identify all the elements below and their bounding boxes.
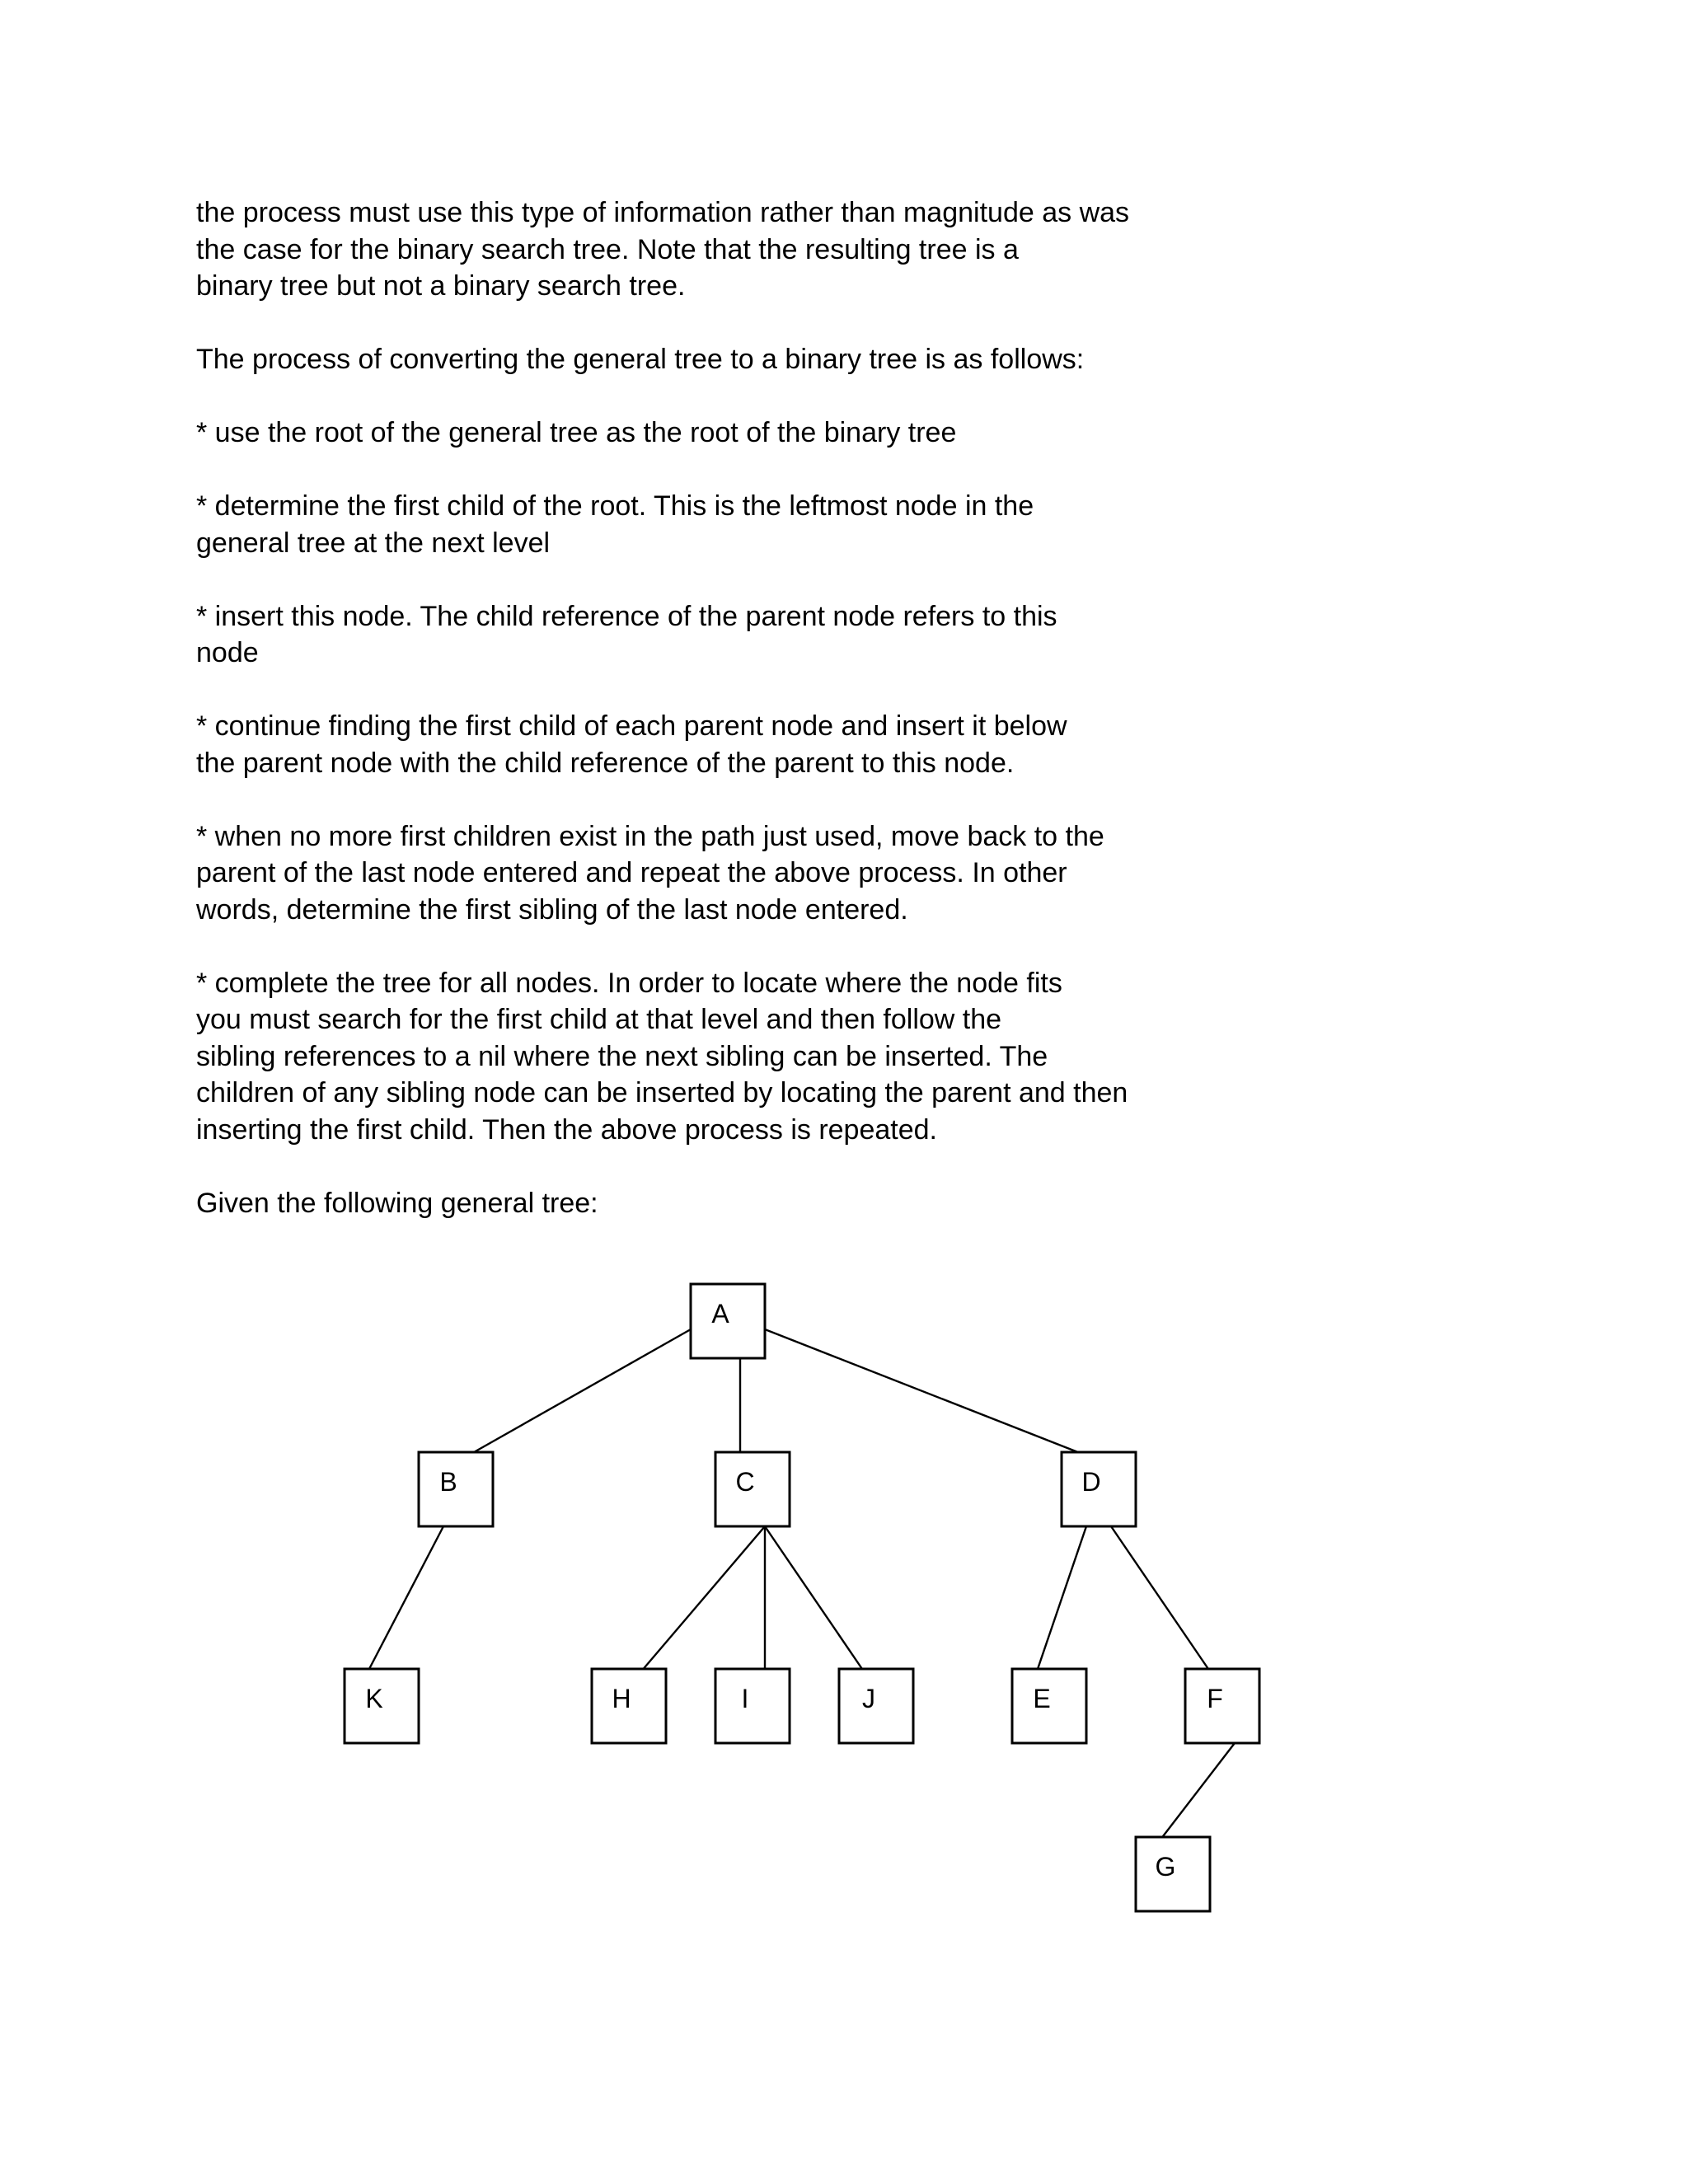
bullet-complete-tree: * complete the tree for all nodes. In order to locate where the node fits you must search for the first child at that level and then follow the sibling references to a nil where the next sibling can be inserted. The children of any sibling node can be inserted by locating the parent and then inserting the first child. Then the above process is repeated. (196, 967, 1128, 1146)
tree-edge-f-g (1160, 1743, 1235, 1840)
tree-node-label: H (612, 1684, 631, 1713)
tree-node-label: B (439, 1467, 457, 1497)
bullet-continue: * continue finding the first child of each parent node and insert it below the parent node with the child reference of the parent to this node. (196, 710, 1067, 779)
tree-node-d (1062, 1452, 1136, 1526)
tree-node-label: I (741, 1684, 749, 1713)
paragraph-process-heading: The process of converting the general tree to a binary tree is as follows: (196, 344, 1085, 375)
tree-edge-a-d (765, 1329, 1086, 1455)
paragraph-intro: the process must use this type of information rather than magnitude as was the case for the binary search tree. Note that the resulting tree is a binary tree but not a binary search tree. (196, 197, 1130, 302)
tree-node-f (1185, 1669, 1259, 1743)
bullet-first-child: * determine the first child of the root. This is the leftmost node in the general tree at the next level (196, 490, 1034, 559)
tree-node-label: C (735, 1467, 755, 1497)
tree-node-box (715, 1669, 790, 1743)
tree-node-c (715, 1452, 790, 1526)
tree-node-a (691, 1284, 765, 1358)
tree-edges (369, 1329, 1235, 1840)
tree-node-label: J (862, 1684, 875, 1713)
tree-edge-d-e (1037, 1526, 1086, 1671)
tree-node-label: A (711, 1299, 729, 1329)
tree-node-b (419, 1452, 493, 1526)
tree-node-label: K (365, 1684, 383, 1713)
tree-node-h (592, 1669, 666, 1743)
tree-edge-b-k (369, 1526, 443, 1669)
tree-node-j (839, 1669, 913, 1743)
bullet-use-root: * use the root of the general tree as the root of the binary tree (196, 417, 957, 448)
tree-edge-c-j (765, 1526, 864, 1671)
tree-edge-a-b (468, 1329, 691, 1455)
paragraph-given-tree: Given the following general tree: (196, 1187, 598, 1219)
tree-nodes (345, 1284, 1259, 1911)
tree-node-k (345, 1669, 419, 1743)
tree-node-label: G (1155, 1852, 1176, 1882)
tree-node-label: D (1081, 1467, 1101, 1497)
tree-node-label: E (1033, 1684, 1051, 1713)
bullet-insert-node: * insert this node. The child reference of the parent node refers to this node (196, 600, 1057, 668)
tree-node-label: F (1207, 1684, 1223, 1713)
bullet-move-back: * when no more first children exist in the path just used, move back to the parent of the last node entered and repeat the above process. In other words, determine the first sibling of the last node entered. (196, 820, 1104, 926)
tree-node-g (1136, 1837, 1210, 1911)
tree-edge-d-f (1111, 1526, 1210, 1671)
tree-node-i (715, 1669, 790, 1743)
tree-node-e (1012, 1669, 1086, 1743)
tree-node-box (839, 1669, 913, 1743)
tree-edge-c-h (641, 1526, 765, 1671)
